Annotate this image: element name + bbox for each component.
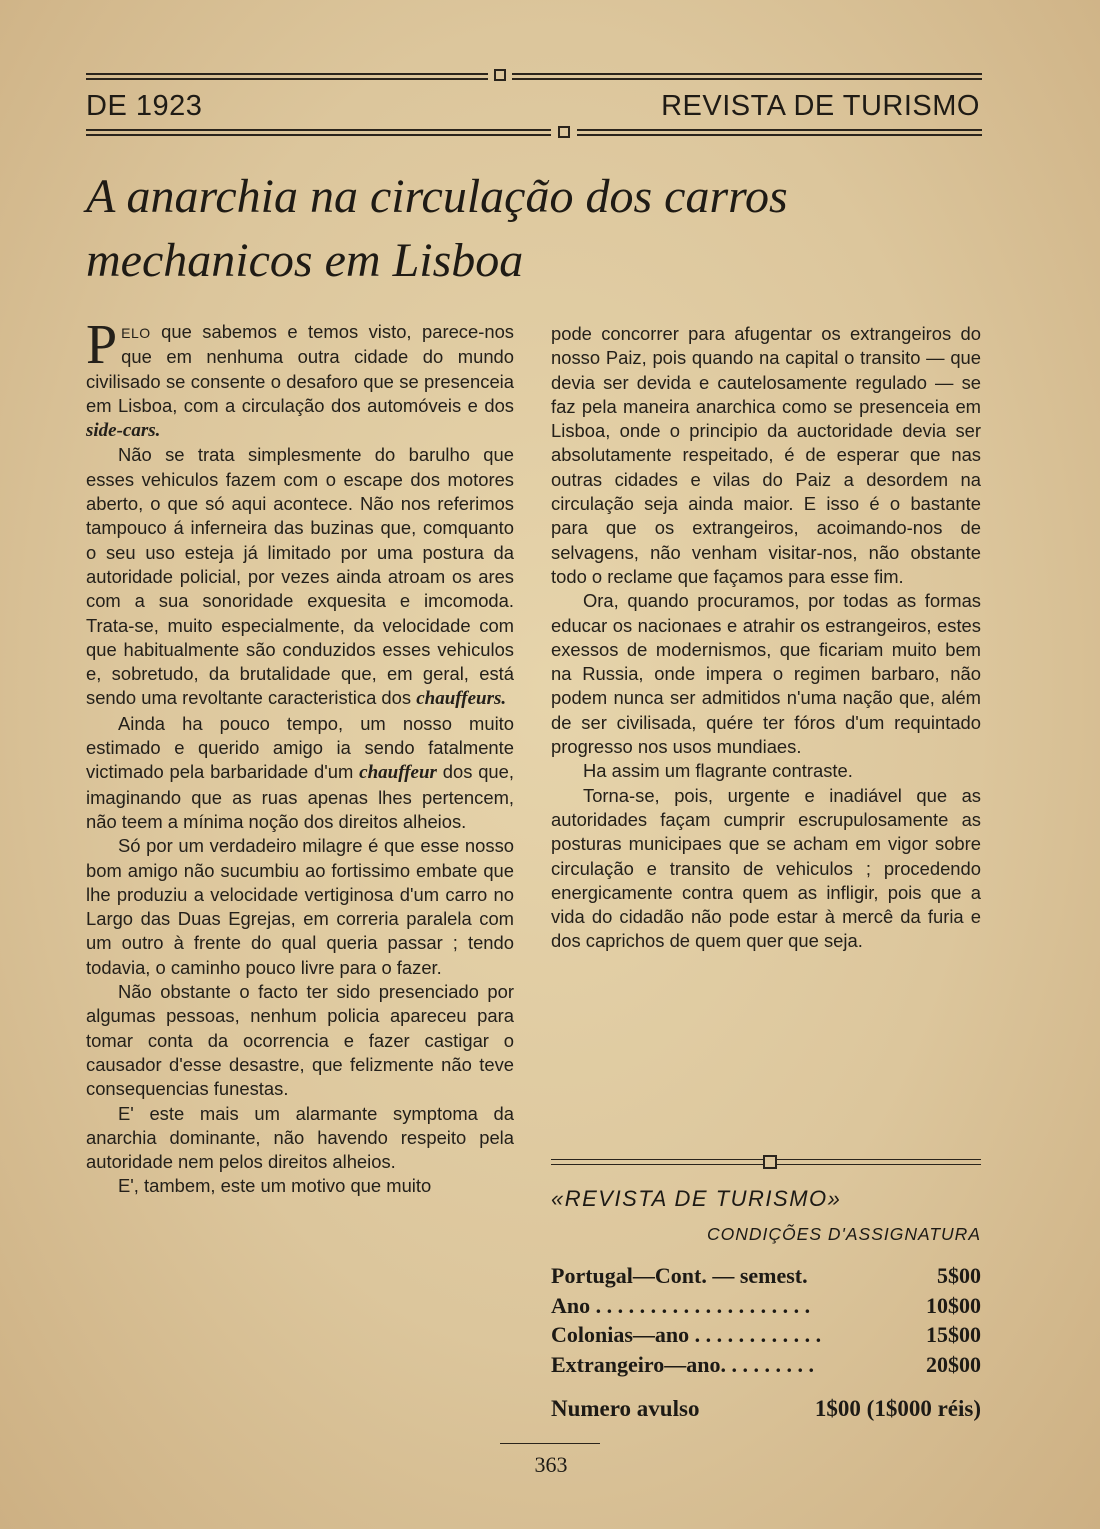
- article-title-line-1: A anarchia na circulação dos carros: [86, 170, 788, 223]
- price-label: Colonias—ano . . . . . . . . . . . .: [551, 1322, 822, 1347]
- header-bottom-rule-left: [86, 129, 551, 136]
- price-row: [551, 1263, 981, 1293]
- price-value: 15$00: [926, 1322, 981, 1347]
- page-number: 363: [534, 1452, 568, 1477]
- header-date: DE 1923: [86, 90, 203, 122]
- price-row: [551, 1322, 981, 1352]
- emphasis-chauffeurs: chauffeurs.: [416, 688, 507, 710]
- header-top-rule-left: [86, 73, 488, 80]
- price-value: 10$00: [926, 1292, 981, 1318]
- paragraph-1: [86, 314, 514, 443]
- emphasis-chauffeur: chauffeur: [359, 762, 437, 784]
- subscription-price-table: [551, 1263, 981, 1381]
- article-column-right: [551, 322, 981, 954]
- subscription-subtitle: CONDIÇÕES D'ASSIGNATURA: [707, 1224, 981, 1244]
- single-issue-price: [551, 1396, 981, 1422]
- price-value: 5$00: [937, 1263, 981, 1288]
- subscription-title: «REVISTA DE TURISMO»: [551, 1186, 842, 1211]
- header-top-rule-right: [512, 73, 982, 80]
- paragraph-4: Só por um verdadeiro milagre é que esse nosso bom amigo não sucumbiu ao fortissimo embate que lhe produziu a velocidade vertiginosa d'um carro no Largo das Duas Egrejas, em correria paralela com um outro à frente do qual queria passar ; tendo todavia, o caminho pouco livre para o fazer.: [86, 835, 514, 978]
- price-value: 20$00: [926, 1351, 981, 1377]
- subscription-ornament: [763, 1155, 777, 1169]
- article-title: [86, 165, 986, 293]
- paragraph-1-text: que sabemos e temos visto, parece-nos que em nenhuma outra cidade do mundo civilisado se consente o desaforo que se presenceia em Lisboa, com a circulação dos automóveis e dos: [86, 321, 514, 416]
- paragraph-3: [86, 712, 514, 834]
- smallcaps-lead: ELO: [121, 325, 151, 341]
- paragraph-r4: Torna-se, pois, urgente e inadiável que as autoridades façam cumprir escrupulosamente as posturas municipaes que se acham em vigor sobre circulação e transito de vehiculos ; procedendo energicamente contra quem as infligir, pois que a vida do cidadão não pode estar à mercê da furia e dos caprichos de quem quer que seja.: [551, 784, 981, 952]
- paragraph-6: E' este mais um alarmante symptoma da anarchia dominante, não havendo respeito pela autoridade nem pelos direitos alheios.: [86, 1102, 514, 1173]
- paragraph-2: [86, 443, 514, 711]
- paragraph-3-text-a: Ainda ha pouco tempo, um nosso muito estimado e querido amigo ia sendo fatalmente victimado pela barbaridade d'um: [86, 712, 514, 783]
- single-issue-value: 1$00 (1$000 réis): [814, 1396, 981, 1421]
- paragraph-3-text-b: dos que, imaginando que as ruas apenas lhes pertencem, não teem a mínima noção dos direitos alheios.: [86, 761, 514, 832]
- price-label: Portugal—Cont. — semest.: [551, 1263, 808, 1288]
- header-magazine-name: REVISTA DE TURISMO: [661, 90, 980, 122]
- paragraph-2-text: Não se trata simplesmente do barulho que esses vehiculos fazem com o escape dos motores aberto, o que só aqui acontece. Não nos referimos tampouco á inferneira das buzinas que, comquanto o seu uso esteja já limitado por uma postura da autoridade policial, por vezes ainda atroam os ares com a sua sonoridade exquesita e imcomoda. Trata-se, muito especialmente, da velocidade com que habitualmente são conduzidos esses vehiculos e, sobretudo, da brutalidade que, em geral, está sendo uma revoltante caracteristica dos: [86, 444, 514, 709]
- footer-rule: [500, 1443, 600, 1444]
- emphasis-side-cars: side-cars.: [86, 420, 161, 442]
- article-title-line-2: mechanicos em Lisboa: [86, 234, 524, 287]
- paragraph-7: E', tambem, este um motivo que muito: [118, 1175, 432, 1197]
- drop-cap: P: [86, 314, 118, 376]
- header-bottom-rule-right: [577, 129, 982, 136]
- paragraph-r1: pode concorrer para afugentar os extrangeiros do nosso Paiz, pois quando na capital o transito — que devia ser devida e cautelosamente regulado — se faz pela maneira anarchica como se presenceia em Lisboa, onde o principio da auctoridade devia ser absolutamente respeitado, é de esperar que nas outras cidades e vilas do Paiz a desordem na circulação seja ainda maior. E isso é o bastante para que os extrangeiros, acoimando-nos de selvagens, não venham visitar-nos, não obstante todo o reclame que façamos para esse fim.: [551, 323, 981, 587]
- price-row: [551, 1352, 981, 1382]
- header-ornament-top: [494, 69, 506, 81]
- single-issue-label: Numero avulso: [551, 1396, 700, 1421]
- price-label: Extrangeiro—ano. . . . . . . . .: [551, 1351, 814, 1377]
- header-ornament-bottom: [558, 126, 570, 138]
- paragraph-r3: Ha assim um flagrante contraste.: [583, 760, 853, 782]
- price-label: Ano . . . . . . . . . . . . . . . . . . . .: [551, 1292, 811, 1318]
- paragraph-5: Não obstante o facto ter sido presenciado por algumas pessoas, nenhum policia apareceu para tomar conta da ocorrencia e fazer castigar o causador d'esse desastre, que felizmente não teve consequencias funestas.: [86, 981, 514, 1100]
- paragraph-r2: Ora, quando procuramos, por todas as formas educar os nacionaes e atrahir os estrangeiros, estes exessos de modernismos, que ficariam muito bem na Russia, onde impera o regimen barbaro, não podem nunca ser admitidos n'uma nação que, além de ser civilisada, quére ter fóros d'um requintado progresso nos usos mundiaes.: [551, 590, 981, 758]
- price-row: [551, 1293, 981, 1323]
- article-column-left: [86, 314, 514, 1199]
